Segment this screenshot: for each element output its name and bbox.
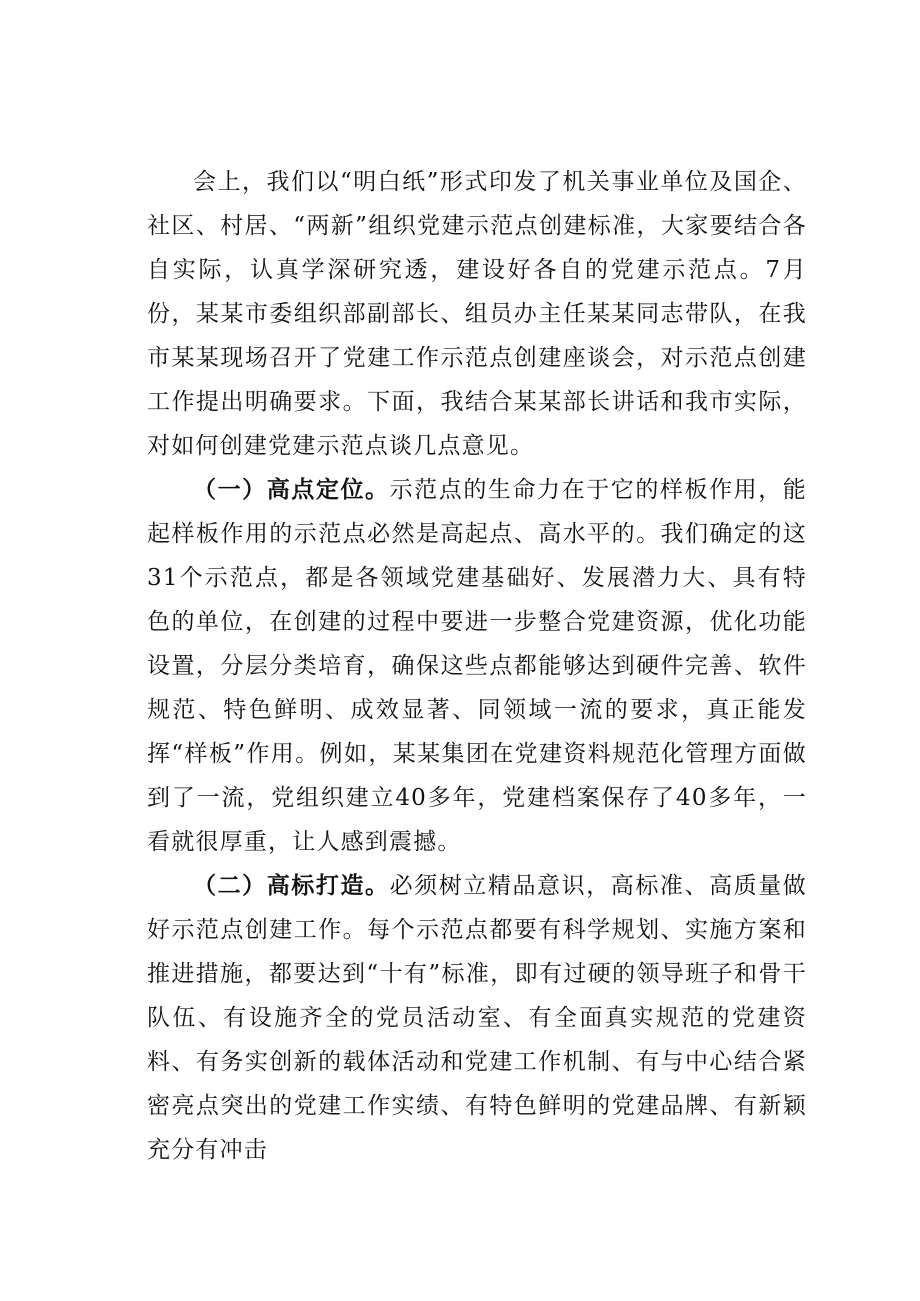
paragraph-intro <box>147 160 807 468</box>
paragraph-heading: （一）高点定位。 <box>193 476 390 503</box>
paragraph-high-positioning <box>147 468 807 864</box>
document-body <box>147 160 807 1172</box>
paragraph-text: 示范点的生命力在于它的样板作用，能起样板作用的示范点必然是高起点、高水平的。我们确定的这31个示范点，都是各领域党建基础好、发展潜力大、具有特色的单位，在创建的过程中要进一步整合党建资源，优化功能设置，分层分类培育，确保这些点都能够达到硬件完善、软件规范、特色鲜明、成效显著、同领域一流的要求，真正能发挥“样板”作用。例如，某某集团在党建资料规范化管理方面做到了一流，党组织建立40多年，党建档案保存了40多年，一看就很厚重，让人感到震撼。 <box>147 477 807 855</box>
paragraph-text: 会上，我们以“明白纸”形式印发了机关事业单位及国企、社区、村居、“两新”组织党建示范点创建标准，大家要结合各自实际，认真学深研究透，建设好各自的党建示范点。7月份，某某市委组织部副部长、组员办主任某某同志带队，在我市某某现场召开了党建工作示范点创建座谈会，对示范点创建工作提出明确要求。下面，我结合某某部长讲话和我市实际，对如何创建党建示范点谈几点意见。 <box>147 169 807 459</box>
paragraph-text: 必须树立精品意识，高标准、高质量做好示范点创建工作。每个示范点都要有科学规划、实施方案和推进措施，都要达到“十有”标准，即有过硬的领导班子和骨干队伍、有设施齐全的党员活动室、有全面真实规范的党建资料、有务实创新的载体活动和党建工作机制、有与中心结合紧密亮点突出的党建工作实绩、有特色鲜明的党建品牌、有新颖充分有冲击 <box>147 873 807 1163</box>
paragraph-heading: （二）高标打造。 <box>193 872 390 899</box>
paragraph-high-standard <box>147 864 807 1172</box>
